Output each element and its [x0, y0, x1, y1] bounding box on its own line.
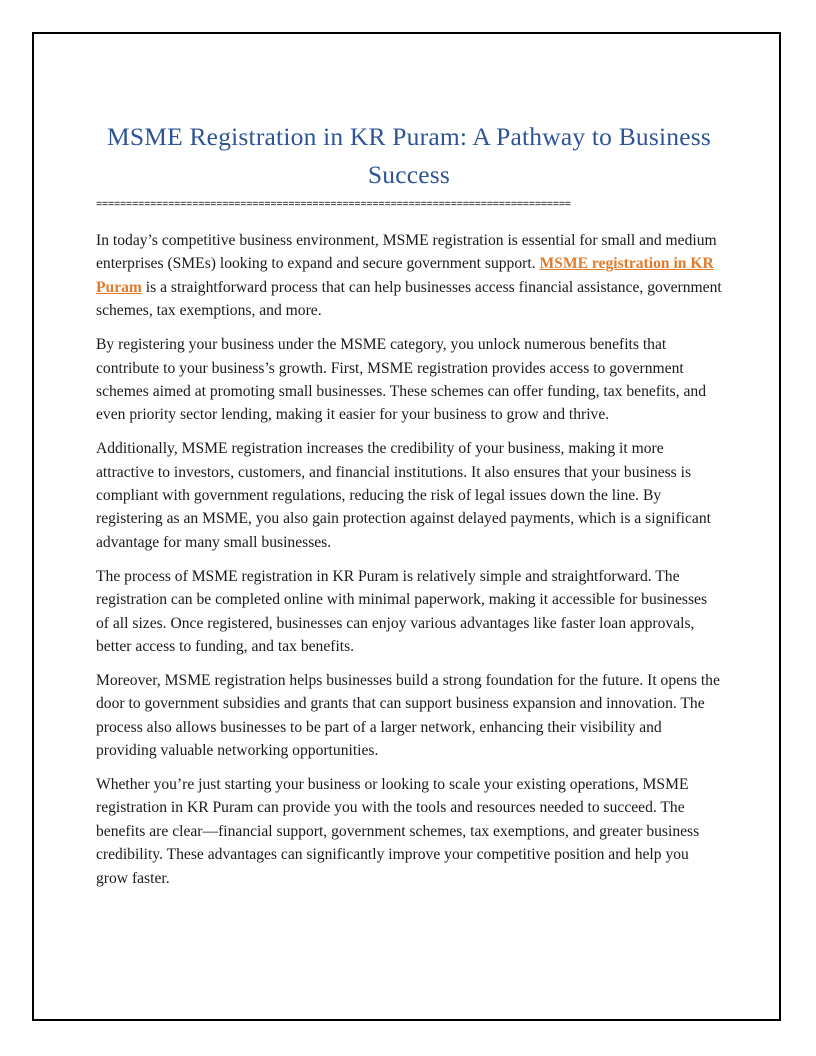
title-divider: ===============================================================================: [96, 198, 571, 210]
paragraph-process: The process of MSME registration in KR Puram is relatively simple and straightforward. The registration can be completed online with minimal paperwork, making it accessible for businesses of all sizes. Once registered, businesses can enjoy various advantages like faster loan approvals, better access to funding, and tax benefits.: [96, 567, 708, 655]
document-title: MSME Registration in KR Puram: A Pathway to Business Success: [106, 122, 711, 189]
document-body: [96, 118, 722, 890]
paragraph-credibility: Additionally, MSME registration increases the credibility of your business, making it more attractive to investors, customers, and financial institutions. It also ensures that your business is compliant with government regulations, reducing the risk of legal issues down the line. By registering as an MSME, you also gain protection against delayed payments, which is a significant advantage for many small businesses.: [96, 440, 711, 551]
paragraph-conclusion: Whether you’re just starting your business or looking to scale your existing operations, MSME registration in KR Puram can provide you with the tools and resources needed to succeed. The benefits are clear—financial support, government schemes, tax exemptions, and greater business credibility. These advantages can significantly improve your competitive position and help you grow faster.: [96, 776, 700, 887]
msme-registration-link[interactable]: MSME registration in KR Puram: [96, 255, 714, 296]
paragraph-intro-before: In today’s competitive business environment, MSME registration is essential for small and medium enterprises (SMEs) looking to expand and secure government support.: [96, 232, 717, 273]
paragraph-intro: [96, 229, 722, 323]
paragraph-benefits: By registering your business under the MSME category, you unlock numerous benefits that contribute to your business’s growth. First, MSME registration provides access to government schemes aimed at promoting small businesses. These schemes can offer funding, tax benefits, and even priority sector lending, making it easier for your business to grow and thrive.: [96, 336, 707, 424]
paragraph-foundation: Moreover, MSME registration helps businesses build a strong foundation for the future. It opens the door to government subsidies and grants that can support business expansion and innovation. The process also allows businesses to be part of a larger network, enhancing their visibility and providing valuable networking opportunities.: [96, 671, 720, 760]
paragraph-intro-after: is a straightforward process that can help businesses access financial assistance, government schemes, tax exemptions, and more.: [96, 278, 722, 320]
